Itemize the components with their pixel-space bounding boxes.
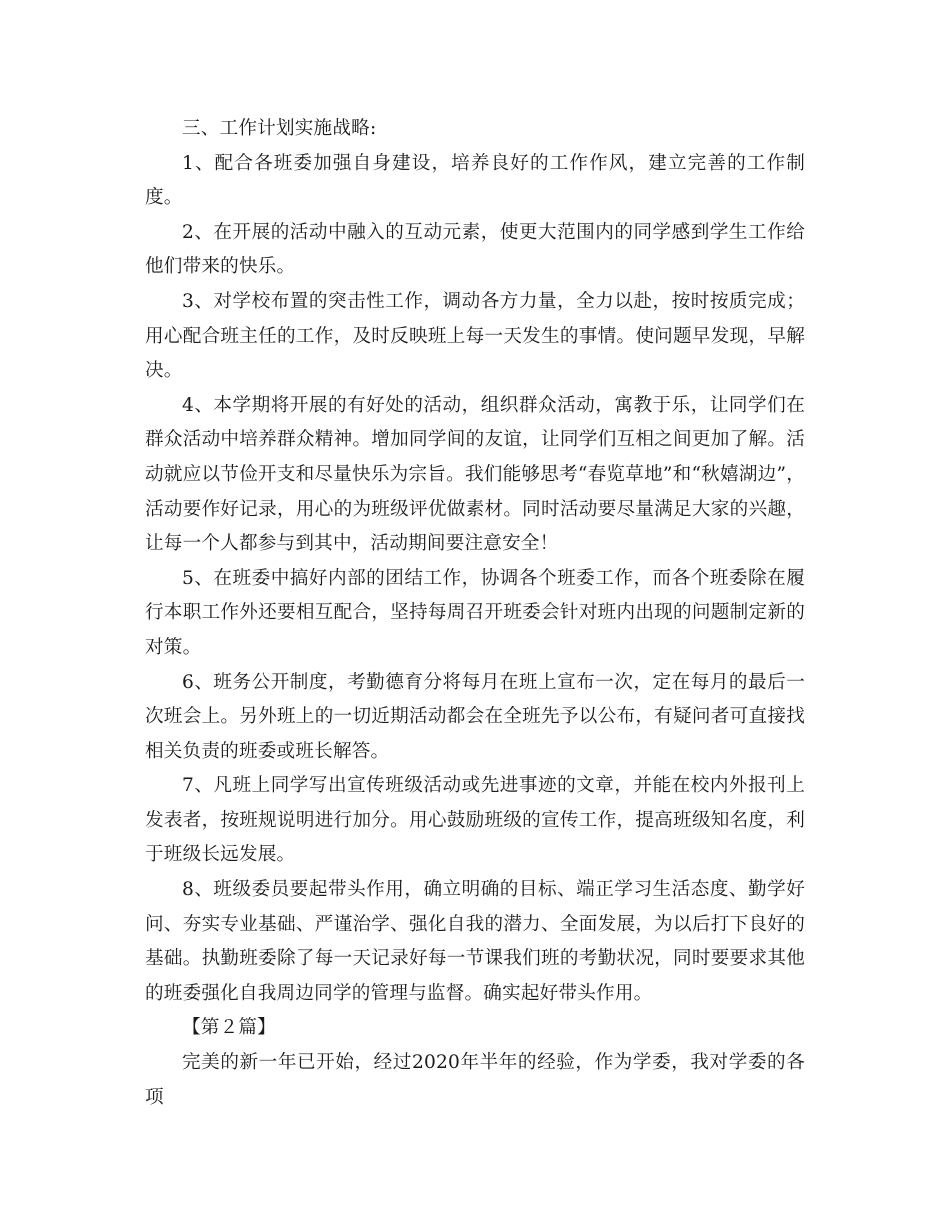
paragraph-item-7: 7、凡班上同学写出宣传班级活动或先进事迹的文章，并能在校内外报刊上发表者，按班规说明进行加分。用心鼓励班级的宣传工作，提高班级知名度，利于班级长远发展。 [145,775,805,866]
paragraph-item-8: 8、班级委员要起带头作用，确立明确的目标、端正学习生活态度、勤学好问、夯实专业基础、严谨治学、强化自我的潜力、全面发展，为以后打下良好的基础。执勤班委除了每一天记录好每一节课我们班的考勤状况，同时要要求其他的班委强化自我周边同学的管理与监督。确实起好带头作用。 [145,879,805,1004]
paragraph-item-3: 3、对学校布置的突击性工作，调动各方力量，全力以赴，按时按质完成；用心配合班主任的工作，及时反映班上每一天发生的事情。使问题早发现，早解决。 [145,290,805,382]
paragraph-item-4: 4、本学期将开展的有好处的活动，组织群众活动，寓教于乐，让同学们在群众活动中培养群众精神。增加同学间的友谊，让同学们互相之间更加了解。活动就应以节俭开支和尽量快乐为宗旨。我们能够思考“春览草地”和“秋嬉湖边”，活动要作好记录，用心的为班级评优做素材。同时活动要尽量满足大家的兴趣，让每一个人都参与到其中，活动期间要注意安全！ [145,394,805,555]
article-part-heading: 【第２篇】 [182,1017,276,1039]
paragraph-item-1: 1、配合各班委加强自身建设，培养良好的工作作风，建立完善的工作制度。 [145,152,805,209]
paragraph-item-6: 6、班务公开制度，考勤德育分将每月在班上宣布一次，定在每月的最后一次班会上。另外班上的一切近期活动都会在全班先予以公布，有疑问者可直接找相关负责的班委或班长解答。 [145,671,805,762]
paragraph-item-2: 2、在开展的活动中融入的互动元素，使更大范围内的同学感到学生工作给他们带来的快乐。 [145,221,805,278]
article-intro-paragraph: 完美的新一年已开始，经过2020年半年的经验，作为学委，我对学委的各项 [145,1052,805,1108]
section-heading: 三、工作计划实施战略: [182,118,377,139]
paragraph-item-5: 5、在班委中搞好内部的团结工作，协调各个班委工作，而各个班委除在履行本职工作外还要相互配合，坚持每周召开班委会针对班内出现的问题制定新的对策。 [145,567,805,658]
document-body [145,112,805,1115]
